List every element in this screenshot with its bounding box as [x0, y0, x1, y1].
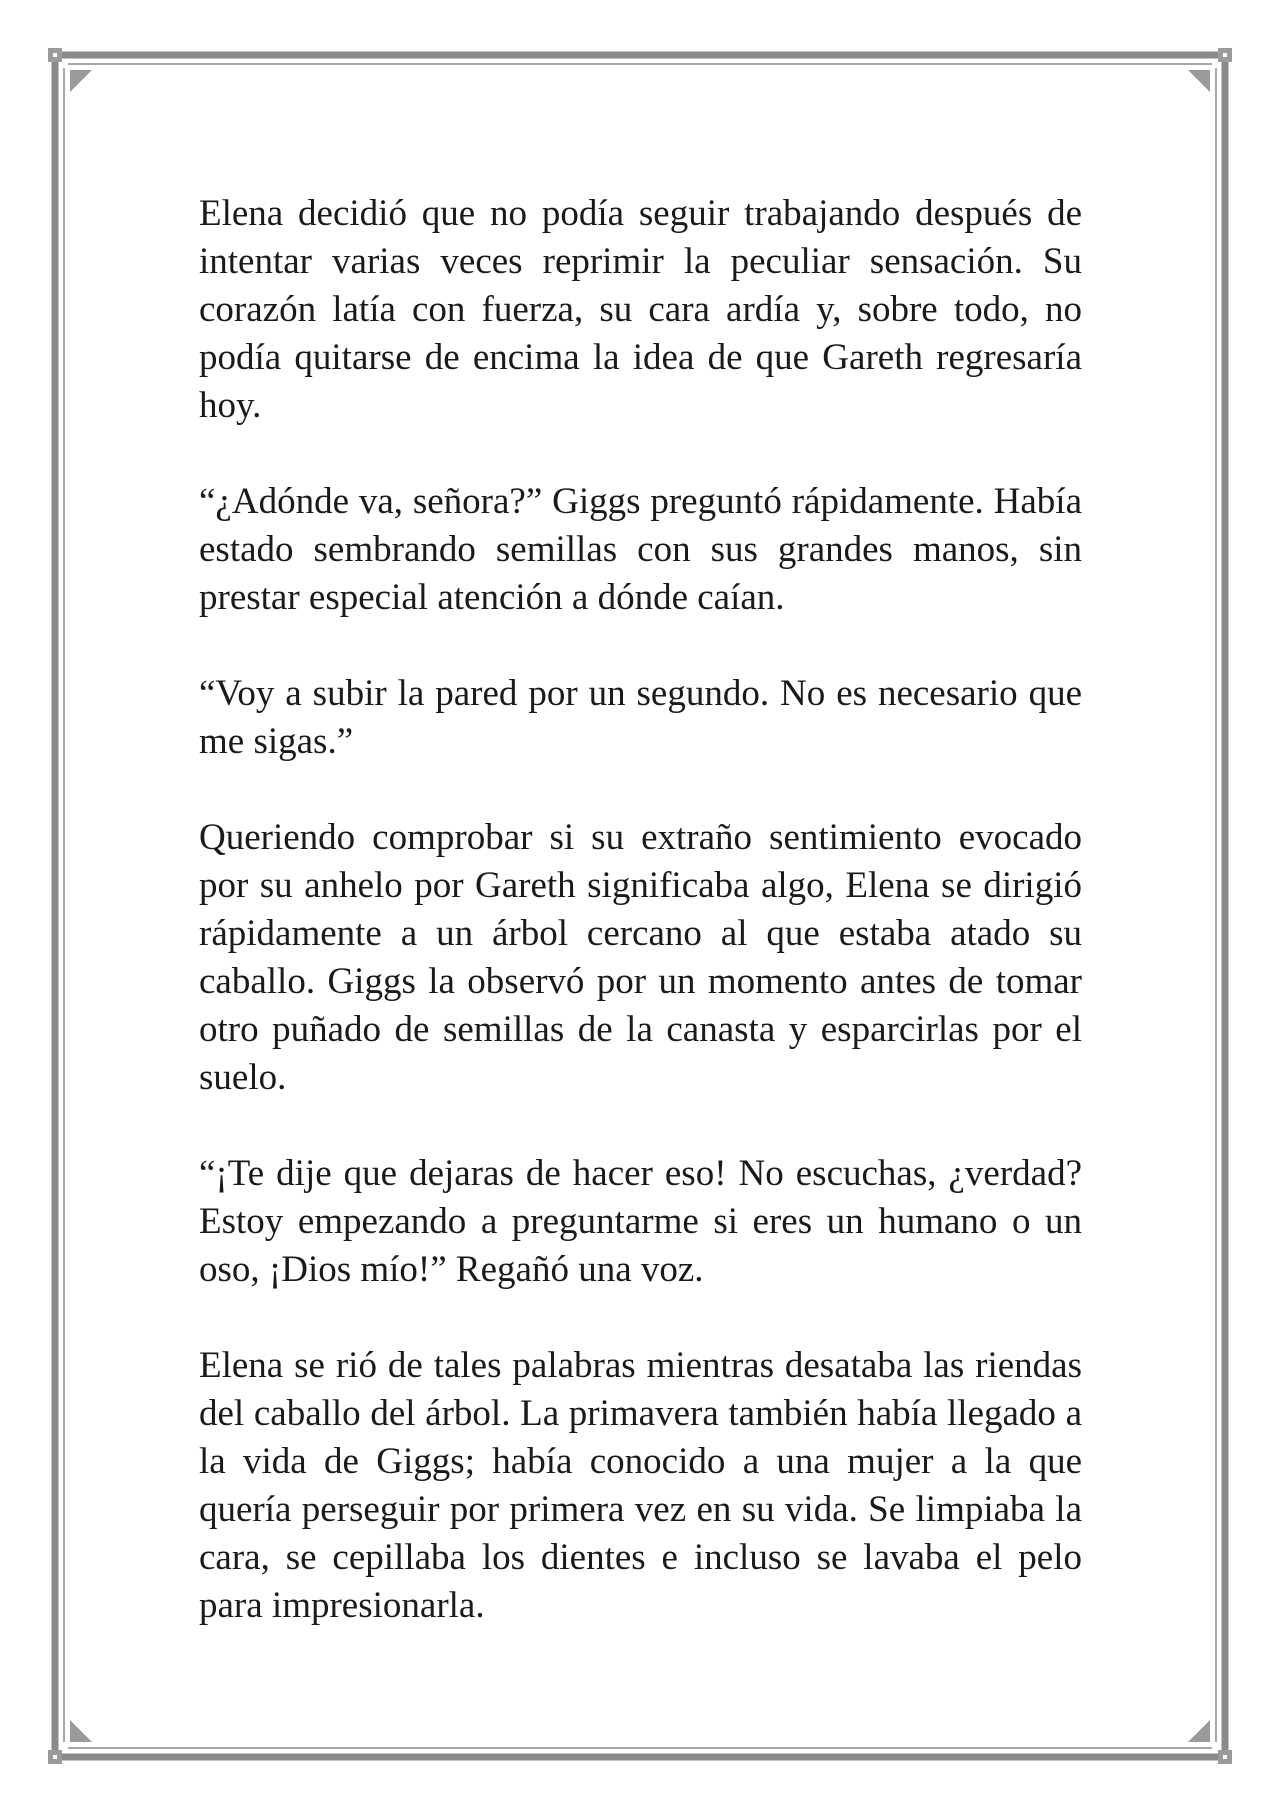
paragraph: Queriendo comprobar si su extraño sentimiento evocado por su anhelo por Gareth significaba algo, Elena se dirigió rápidamente a un árbol cercano al que estaba atado su caballo. Giggs la observó por un momento antes de tomar otro puñado de semillas de la canasta y esparcirlas por el suelo. [199, 817, 1082, 1098]
paragraph: “Voy a subir la pared por un segundo. No es necesario que me sigas.” [199, 673, 1082, 762]
paragraph: “¿Adónde va, señora?” Giggs preguntó rápidamente. Había estado sembrando semillas con sus grandes manos, sin prestar especial atención a dónde caían. [199, 481, 1082, 618]
story-text [199, 190, 1082, 1678]
paragraph: “¡Te dije que dejaras de hacer eso! No escuchas, ¿verdad? Estoy empezando a preguntarme si eres un humano o un oso, ¡Dios mío!” Regañó una voz. [199, 1153, 1082, 1290]
paragraph: Elena decidió que no podía seguir trabajando después de intentar varias veces reprimir la peculiar sensación. Su corazón latía con fuerza, su cara ardía y, sobre todo, no podía quitarse de encima la idea de que Gareth regresaría hoy. [199, 193, 1082, 426]
paragraph: Elena se rió de tales palabras mientras desataba las riendas del caballo del árbol. La primavera también había llegado a la vida de Giggs; había conocido a una mujer a la que quería perseguir por primera vez en su vida. Se limpiaba la cara, se cepillaba los dientes e incluso se lavaba el pelo para impresionarla. [199, 1345, 1082, 1626]
